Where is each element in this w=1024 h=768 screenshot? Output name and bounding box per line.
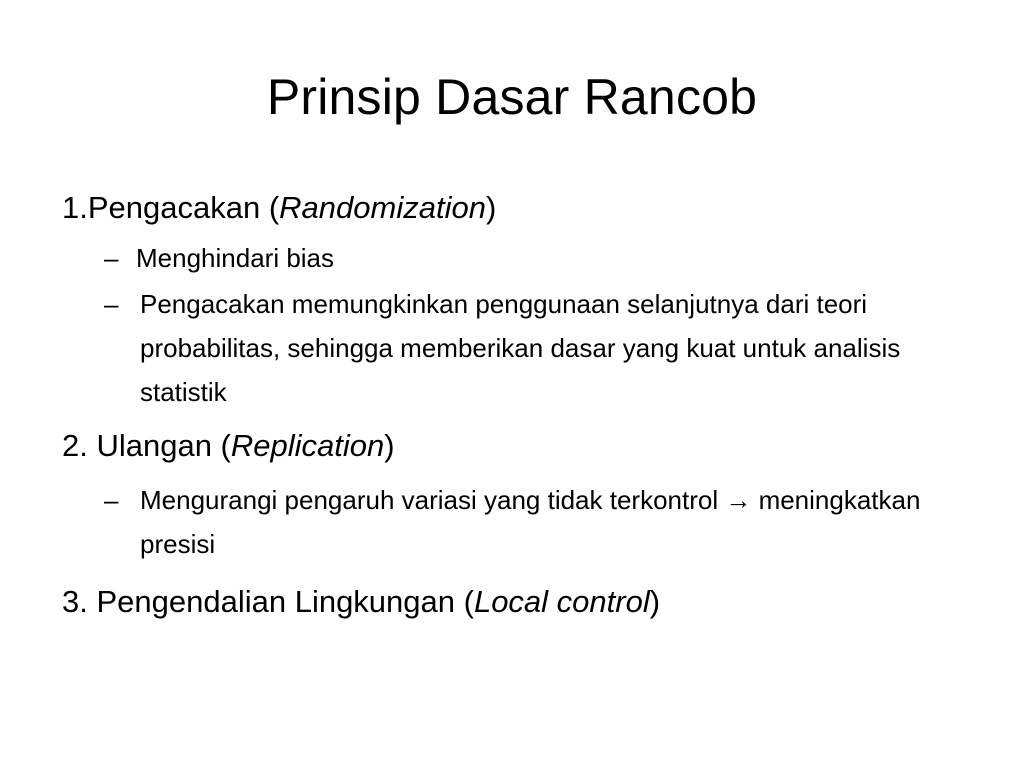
slide-title: Prinsip Dasar Rancob (266, 69, 758, 125)
sub-item-text: Pengacakan memungkinkan penggunaan selanjutnya dari teori probabilitas, sehingga memberikan dasar yang kuat untuk analisis statistik (140, 289, 901, 407)
list-item-randomization (62, 188, 962, 228)
item-text: 2. Ulangan ( (62, 428, 231, 463)
dash-bullet: – (104, 289, 119, 319)
dash-bullet: – (104, 485, 119, 515)
item-italic-term: Local control (473, 584, 650, 619)
item-text-suffix: ) (649, 584, 661, 619)
list-item-local-control (62, 582, 962, 622)
sub-item-text: Mengurangi pengaruh variasi yang tidak terkontrol → meningkatkan presisi (140, 485, 921, 559)
item-italic-term: Replication (230, 428, 385, 463)
item-text-suffix: ) (384, 428, 395, 463)
sub-item-text: Menghindari bias (136, 243, 335, 273)
item-text: 3. Pengendalian Lingkungan ( (62, 584, 474, 619)
slide-content (62, 188, 962, 622)
sub-item (62, 236, 962, 280)
sub-item (62, 478, 962, 566)
item-text: 1.Pengacakan ( (62, 190, 280, 225)
dash-bullet: – (104, 243, 119, 273)
sub-item (62, 282, 962, 414)
item-italic-term: Randomization (279, 190, 486, 225)
item-text-suffix: ) (485, 190, 497, 225)
list-item-replication (62, 426, 962, 466)
